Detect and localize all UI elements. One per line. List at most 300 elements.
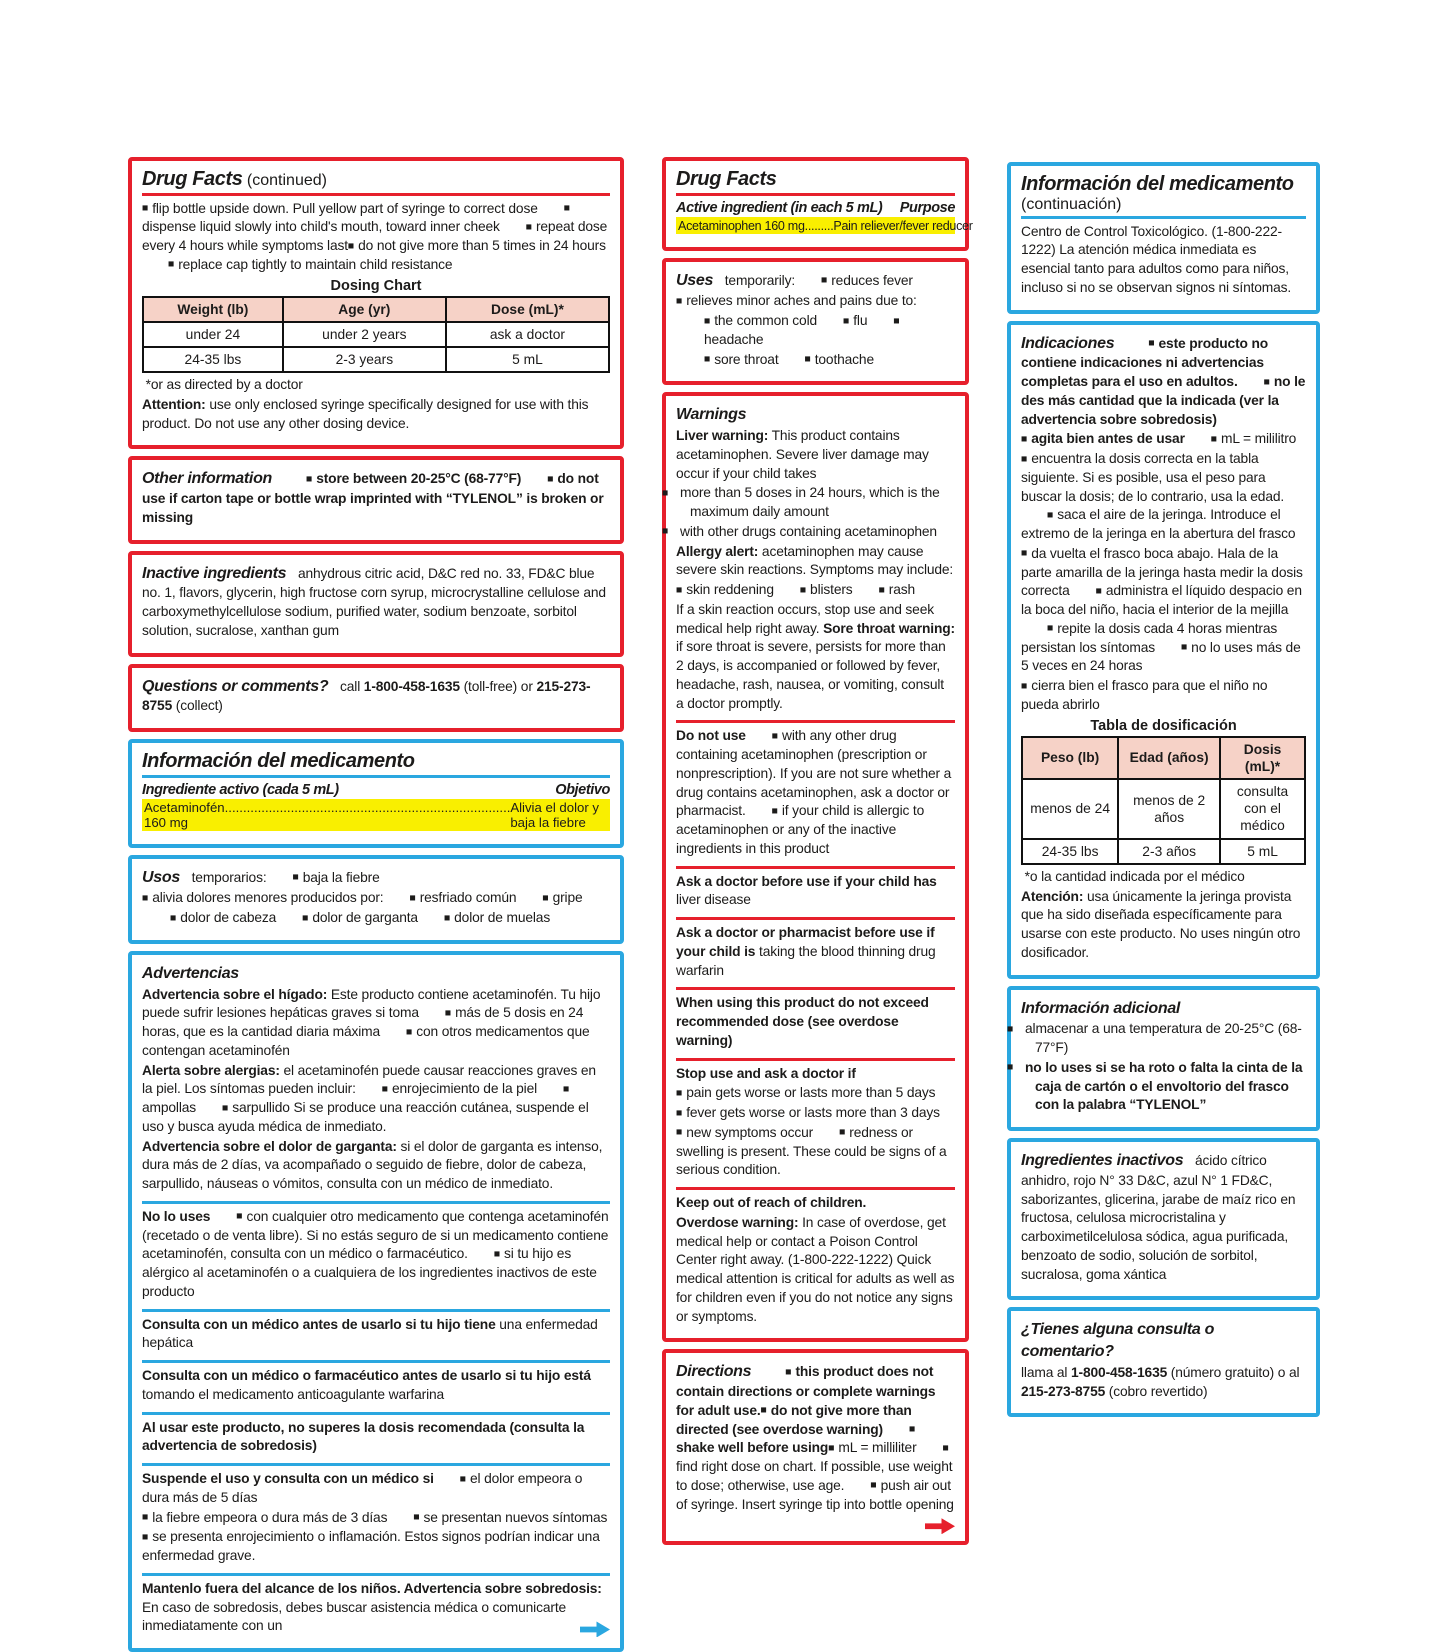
text-segment: llama al — [1021, 1364, 1072, 1380]
text-segment: Atención: — [1021, 888, 1084, 904]
text-line: ■ almacenar a una temperatura de 20-25°C (68-77°F) — [1007, 1021, 1302, 1056]
ingredient-text: Acetaminophen 160 mg.........Pain reliever/fever reducer — [678, 217, 973, 233]
text-line — [676, 312, 955, 350]
label-section — [676, 266, 955, 375]
label-section — [142, 863, 610, 933]
text-segment: Stop use and ask a doctor if — [676, 1065, 856, 1081]
text-segment: agita bien antes de usar — [1031, 431, 1185, 447]
bullet-square-icon: ■ — [236, 1210, 243, 1223]
text-line — [676, 994, 955, 1050]
bullet-square-icon: ■ — [142, 1530, 149, 1543]
text-line — [1021, 868, 1306, 887]
table-cell: menos de 24 — [1022, 779, 1118, 839]
text-segment: encuentra la dosis correcta en la tabla siguiente. Si es posible, usa el peso para buscar la dosis; de lo contrario, usa la edad. — [1021, 451, 1285, 504]
text-segment: acetaminophen may cause severe skin reactions. Symptoms may include: — [676, 543, 954, 578]
bullet-square-icon: ■ — [563, 202, 570, 214]
section-lead-in: Información adicional — [1021, 999, 1181, 1017]
title-underline — [1021, 216, 1306, 219]
text-line: ■ with other drugs containing acetaminophen — [662, 523, 937, 539]
text-segment: pain gets worse or lasts more than 5 days — [686, 1085, 936, 1101]
table-cell: under 24 — [143, 322, 283, 347]
bullet-square-icon: ■ — [893, 314, 900, 327]
table-head — [143, 297, 609, 322]
bullet-square-icon: ■ — [409, 891, 416, 904]
text-line — [676, 543, 955, 581]
ingredient-name: Acetaminofén 160 mg — [144, 799, 225, 830]
text-segment: This product contains acetaminophen. Severe liver damage may occur if your child takes — [676, 428, 929, 481]
text-line — [142, 1138, 610, 1194]
bullet-square-icon: ■ — [870, 1479, 877, 1492]
text-segment: sarpullido — [232, 1100, 290, 1116]
text-segment: flu — [853, 313, 868, 328]
text-line — [142, 1419, 610, 1457]
section-lead-in: Warnings — [676, 406, 747, 424]
chart-title: Dosing Chart — [330, 277, 422, 294]
text-segment: store between 20-25°C (68-77°F) — [316, 471, 522, 487]
label-section — [676, 1357, 955, 1519]
text-segment: dolor de garganta — [312, 910, 418, 926]
text-segment: En caso de sobredosis, debes buscar asistencia médica o comunicarte inmediatamente con un — [142, 1599, 567, 1634]
text-segment: liver disease — [676, 892, 751, 908]
text-segment: repite la dosis cada 4 horas mientras persistan los síntomas — [1021, 620, 1278, 655]
highlighted-ingredient-line — [142, 799, 610, 831]
chart-title: Tabla de dosificación — [1090, 717, 1237, 734]
text-segment: (cobro revertido) — [1105, 1383, 1208, 1399]
text-line — [142, 1509, 610, 1528]
text-line — [676, 427, 955, 483]
bullet-square-icon: ■ — [676, 583, 683, 596]
directions-box — [662, 1349, 969, 1545]
text-line — [676, 270, 955, 292]
label-section — [1007, 994, 1306, 1121]
text-segment: este producto no contiene indicaciones ni advertencias completas para el uso en adultos. — [1021, 335, 1269, 389]
text-segment: no lo uses más de 5 veces en 24 horas — [1021, 639, 1301, 674]
text-line — [676, 581, 955, 600]
text-segment: shake well before using — [676, 1440, 829, 1456]
label-section — [142, 464, 610, 532]
bullet-square-icon: ■ — [547, 472, 554, 485]
text-segment: push air out of syringe. Insert syringe tip into bottle opening — [676, 1477, 954, 1512]
text-segment: find right dose on chart. If possible, use weight to dose; otherwise, use age. — [676, 1459, 953, 1493]
text-segment: se presenta enrojecimiento o inflamación. Estos signos podrían indicar una enfermedad grave. — [142, 1529, 600, 1564]
text-segment: Do not use — [676, 728, 746, 744]
text-line — [142, 986, 610, 1061]
table-head — [1022, 737, 1305, 779]
text-segment: Overdose warning: — [676, 1214, 799, 1230]
bullet-square-icon: ■ — [804, 353, 811, 365]
text-segment: no lo uses si se ha roto o falta la cinta de la caja de cartón o el envoltorio del frasco con la palabra “TYLENOL” — [1025, 1059, 1303, 1113]
column-right — [1007, 162, 1320, 1417]
bullet-square-icon: ■ — [542, 891, 549, 904]
text-line — [676, 1124, 955, 1180]
bullet-square-icon: ■ — [760, 1404, 767, 1417]
text-segment: Centro de Control Toxicológico. (1-800-222-1222) La atención médica inmediata es esencial tanto para adultos como para niños, incluso si no se observan signos ni síntomas. — [1021, 223, 1292, 295]
section-lead-in: Ingredientes inactivos — [1021, 1152, 1184, 1170]
questions-comments-box — [128, 664, 624, 733]
other-information-box — [128, 456, 624, 543]
text-segment: new symptoms occur — [686, 1124, 814, 1140]
text-segment: this product does not contain directions or complete warnings for adult use. — [676, 1364, 936, 1418]
text-line — [142, 889, 610, 908]
bullet-square-icon: ■ — [1180, 641, 1188, 653]
box-title — [1021, 173, 1306, 219]
bullet-square-icon: ■ — [525, 220, 532, 233]
label-section — [1021, 170, 1306, 303]
table-header-cell: Peso (lb) — [1022, 737, 1118, 779]
text-segment: headache — [704, 331, 764, 347]
box-title-line — [142, 750, 610, 773]
text-line — [676, 873, 955, 911]
table-header-cell: Dose (mL)* — [446, 297, 609, 322]
column-middle — [662, 157, 973, 1545]
text-segment: Consulta con un médico o farmacéutico antes de usarlo si tu hijo está — [142, 1368, 591, 1384]
bullet-square-icon: ■ — [1021, 679, 1028, 692]
text-line — [142, 1470, 610, 1508]
text-segment: 215-273-8755 — [142, 678, 591, 714]
text-segment: Si se produce una reacción cutánea, suspende el uso y busca ayuda médica de inmediato. — [142, 1100, 589, 1134]
text-segment: 215-273-8755 — [1021, 1383, 1106, 1399]
text-segment: Este producto contiene acetaminofén. Tu hijo puede sufrir lesiones hepáticas graves si toma — [142, 986, 601, 1021]
text-line — [142, 867, 610, 889]
box-title-suffix: (continued) — [242, 172, 327, 189]
box-title-text: Drug Facts — [676, 168, 777, 190]
box-title — [142, 168, 610, 196]
bullet-square-icon: ■ — [771, 804, 778, 817]
section-lead-in: Uses — [676, 271, 714, 289]
bullet-square-icon: ■ — [142, 891, 149, 904]
text-segment: with other drugs containing acetaminophen — [680, 523, 937, 539]
text-segment: Liver warning: — [676, 428, 769, 443]
text-segment: temporarios: — [187, 869, 267, 885]
text-segment: Advertencia sobre el dolor de garganta: — [142, 1138, 397, 1154]
text-segment: if sore throat is severe, persists for more than 2 days, is accompanied or followed by fever, headache, rash, nausea, or vomiting, consult a doctor promptly. — [676, 639, 946, 711]
label-section — [142, 1309, 610, 1359]
text-segment: se presentan nuevos síntomas — [423, 1509, 608, 1525]
bullet-square-icon: ■ — [1095, 584, 1102, 597]
text-line — [676, 1214, 955, 1327]
text-segment: the common cold — [714, 313, 818, 328]
text-line — [1021, 450, 1306, 544]
bullet-square-icon: ■ — [942, 1441, 949, 1454]
bullet-square-icon: ■ — [1021, 452, 1028, 465]
text-segment: con otros medicamentos que contengan acetaminofén — [142, 1024, 590, 1058]
text-segment: When using this product do not exceed recommended dose (see overdose warning) — [676, 995, 929, 1048]
text-segment: Alerta sobre alergias: — [142, 1062, 280, 1078]
text-segment: blisters — [810, 582, 853, 597]
label-section — [142, 672, 610, 722]
text-line — [1021, 1319, 1306, 1363]
table-header-row — [1022, 737, 1305, 779]
advertencias-box — [128, 951, 624, 1652]
title-underline — [676, 193, 955, 196]
text-line — [676, 1104, 955, 1123]
section-lead-in: Indicaciones — [1021, 334, 1115, 352]
box-title-text: Información del medicamento — [142, 750, 415, 773]
text-segment: flip bottle upside down. Pull yellow part of syringe to correct dose — [152, 200, 538, 216]
table-cell: ask a doctor — [446, 322, 609, 347]
text-line — [142, 1316, 610, 1354]
bullet-square-icon: ■ — [785, 1365, 792, 1378]
text-line — [676, 727, 955, 858]
table-row — [1022, 839, 1305, 864]
text-line — [676, 601, 955, 714]
bullet-square-icon: ■ — [821, 274, 828, 286]
text-segment: Consulta con un médico antes de usarlo si tu hijo tiene — [142, 1316, 496, 1332]
label-section — [142, 1412, 610, 1462]
bullet-square-icon: ■ — [142, 202, 149, 214]
table-cell: 2-3 años — [1118, 839, 1220, 864]
text-segment: tomando el medicamento anticoagulante warfarina — [142, 1386, 445, 1402]
text-segment: el dolor empeora o dura más de 5 días — [142, 1471, 583, 1505]
text-segment: Mantenlo fuera del alcance de los niños. Advertencia sobre sobredosis: — [142, 1580, 602, 1596]
text-line — [676, 351, 955, 370]
text-segment: ampollas — [142, 1100, 197, 1116]
text-segment: (collect) — [172, 698, 223, 714]
table-cell: 5 mL — [1220, 839, 1305, 864]
section-lead-in: Inactive ingredients — [142, 564, 287, 582]
informacion-continuacion-box — [1007, 162, 1320, 314]
text-line — [1021, 333, 1306, 430]
drug-facts-continued-box — [128, 157, 624, 449]
label-section — [662, 400, 955, 718]
text-segment: replace cap tightly to maintain child resistance — [178, 256, 453, 272]
bullet-square-icon: ■ — [170, 911, 177, 924]
label-section — [676, 866, 955, 916]
warnings-box — [662, 392, 969, 1342]
text-line — [676, 292, 955, 311]
table-row — [143, 322, 609, 347]
label-section — [142, 165, 610, 438]
text-segment: Ask a doctor or pharmacist before use if your child is — [676, 925, 935, 959]
box-title — [676, 168, 955, 196]
bullet-square-icon: ■ — [406, 1025, 413, 1038]
section-lead-in: Directions — [676, 1363, 752, 1381]
text-line — [1021, 1150, 1306, 1284]
text-segment: no le des más cantidad que la indicada (ver la advertencia sobre sobredosis) — [1021, 374, 1306, 427]
label-section — [142, 747, 610, 837]
text-line — [676, 1361, 955, 1514]
text-segment: do not use if carton tape or bottle wrap imprinted with “TYLENOL” is broken or missing — [142, 471, 604, 525]
table-cell: 24-35 lbs — [143, 347, 283, 372]
label-section — [676, 1058, 955, 1186]
bullet-square-icon: ■ — [839, 1126, 846, 1139]
text-segment: más de 5 dosis en 24 horas, que es la cantidad diaria máxima — [142, 1005, 584, 1040]
bullet-square-icon: ■ — [222, 1101, 229, 1114]
text-segment: Suspende el uso y consulta con un médico si — [142, 1471, 434, 1487]
text-segment: with any other drug containing acetaminophen (prescription or nonprescription). If you are not sure whether a drug contains acetaminophen, ask a doctor or pharmacist. — [676, 728, 952, 819]
bullet-square-icon: ■ — [1021, 547, 1028, 560]
text-line — [1021, 430, 1306, 449]
text-segment: enrojecimiento de la piel — [392, 1081, 538, 1097]
text-segment: 1-800-458-1635 — [363, 678, 460, 694]
table-header-cell: Edad (años) — [1118, 737, 1220, 779]
text-line — [142, 200, 610, 275]
text-segment: Al usar este producto, no superes la dosis recomendada (consulta la advertencia de sobredosis) — [142, 1419, 585, 1454]
text-segment: do not give more than directed (see overdose warning) — [676, 1402, 912, 1437]
table-cell: under 2 years — [283, 322, 446, 347]
label-section — [142, 559, 610, 646]
text-segment: Keep out of reach of children. — [676, 1195, 867, 1210]
informacion-medicamento-box — [128, 739, 624, 848]
text-segment: No lo uses — [142, 1208, 211, 1224]
table-body — [143, 322, 609, 372]
bullet-square-icon: ■ — [908, 1423, 916, 1435]
ingredient-purpose-header — [676, 200, 955, 216]
purpose-heading: Purpose — [899, 199, 955, 216]
text-segment: In case of overdose, get medical help or contact a Poison Control Center right away. (1-800-222-1222) Quick medical attention is critical for adults as well as for children even if you do not notice any signs or symptoms. — [676, 1214, 955, 1324]
column-left — [128, 157, 624, 1652]
text-line — [142, 396, 610, 434]
label-section — [142, 959, 610, 1199]
text-segment: redness or swelling is present. These could be signs of a serious condition. — [676, 1124, 947, 1178]
text-line — [676, 1084, 955, 1103]
text-segment: alivia dolores menores producidos por: — [152, 890, 384, 906]
text-segment: da vuelta el frasco boca abajo. Hala de la parte amarilla de la jeringa hasta medir la dosis correcta — [1021, 545, 1303, 599]
text-segment: dolor de cabeza — [180, 910, 277, 926]
text-segment: mL = mililitro — [1221, 431, 1297, 447]
table-cell: 24-35 lbs — [1022, 839, 1118, 864]
text-segment: dispense liquid slowly into child's mouth, toward inner cheek — [142, 219, 500, 235]
label-section — [676, 165, 973, 240]
bullet-square-icon: ■ — [1021, 432, 1028, 445]
text-segment: if your child is allergic to acetaminophen or any of the inactive ingredients in this product — [676, 803, 925, 856]
text-line — [142, 1367, 610, 1405]
text-line — [1021, 888, 1306, 963]
text-segment: mL = milliliter — [838, 1440, 917, 1456]
continue-arrow-icon — [580, 1621, 610, 1637]
text-line — [142, 1580, 610, 1636]
label-section — [1021, 329, 1306, 968]
text-segment: *o la cantidad indicada por el médico — [1021, 868, 1245, 884]
text-segment: gripe — [552, 890, 583, 906]
inactive-ingredients-box — [128, 551, 624, 657]
text-segment: use only enclosed syringe specifically designed for use with this product. Do not use any other dosing device. — [142, 396, 589, 431]
text-segment: baja la fiebre — [302, 869, 380, 885]
box-title-line — [1021, 173, 1306, 214]
bullet-square-icon: ■ — [878, 583, 885, 596]
tabla-dosificacion-table — [1021, 736, 1306, 865]
section-lead-in: Other information — [142, 470, 273, 488]
text-line: ■ more than 5 doses in 24 hours, which is the maximum daily amount — [662, 485, 940, 519]
text-segment: Ask a doctor before use if your child has — [676, 873, 937, 889]
text-segment: Allergy alert: — [676, 543, 759, 559]
uses-box — [662, 258, 969, 386]
text-segment: una enfermedad hepática — [142, 1316, 598, 1351]
text-segment: call — [336, 678, 364, 694]
table-cell: 5 mL — [446, 347, 609, 372]
text-segment: do not give more than 5 times in 24 hours — [358, 238, 606, 253]
text-segment: si el dolor de garganta es intenso, dura más de 2 días, va acompañado o seguido de fiebre, dolor de cabeza, sarpullido, náuseas o vómitos, consulta con un médico de inmediato. — [142, 1138, 603, 1192]
bullet-square-icon: ■ — [413, 1511, 420, 1524]
bullet-square-icon: ■ — [459, 1472, 466, 1485]
text-line — [676, 1194, 955, 1213]
indicaciones-box — [1007, 321, 1320, 979]
text-line — [1021, 223, 1306, 298]
title-underline — [142, 775, 610, 778]
text-segment: toothache — [814, 351, 874, 367]
label-section — [676, 720, 955, 863]
informacion-adicional-box — [1007, 986, 1320, 1132]
bullet-square-icon: ■ — [1047, 622, 1054, 635]
text-segment: temporarily: — [721, 272, 796, 288]
section-lead-in: Advertencias — [142, 964, 239, 982]
ingredient-purpose-header — [142, 782, 610, 798]
text-segment: ácido cítrico anhidro, rojo N° 33 D&C, azul N° 1 FD&C, saborizantes, glicerina, jarabe de maíz rico en fructosa, celulosa microcristalina y carboximetilcelulosa sódica, agua purificada, benzoato de sodio, solución de sorbitol, sucralosa, goma xántica — [1021, 1153, 1296, 1282]
text-segment: (número gratuito) o al — [1167, 1364, 1300, 1380]
label-section — [142, 1463, 610, 1571]
label-section — [142, 1360, 610, 1410]
text-line — [142, 909, 610, 928]
text-segment: cierra bien el frasco para que el niño no pueda abrirlo — [1021, 678, 1268, 712]
label-section — [676, 917, 955, 985]
bullet-square-icon: ■ — [444, 1006, 452, 1019]
bullet-square-icon: ■ — [493, 1247, 501, 1260]
active-ingredient-heading: Active ingredient (in each 5 mL) — [676, 199, 883, 216]
bullet-square-icon: ■ — [302, 911, 309, 924]
table-body — [1022, 779, 1305, 864]
text-segment: skin reddening — [686, 582, 774, 597]
text-line — [142, 1528, 610, 1566]
text-segment: administra el líquido despacio en la boca del niño, hacia el interior de la mejilla — [1021, 583, 1302, 617]
text-line — [1021, 1364, 1306, 1402]
consulta-comentario-box — [1007, 1307, 1320, 1417]
text-segment: saca el aire de la jeringa. Introduce el extremo de la jeringa en la abertura del frasco — [1021, 507, 1296, 541]
text-segment: Attention: — [142, 396, 206, 412]
drug-facts-box — [662, 157, 973, 251]
text-line — [142, 676, 610, 717]
label-section — [142, 1573, 610, 1641]
bullet-square-icon: ■ — [799, 583, 807, 596]
text-segment: (toll-free) or — [459, 678, 537, 694]
table-header-cell: Age (yr) — [283, 297, 446, 322]
box-title-line — [676, 168, 955, 191]
text-segment: dolor de muelas — [454, 910, 551, 926]
text-segment: If a skin reaction occurs, stop use and seek medical help right away. — [676, 601, 934, 636]
table-cell: menos de 2 años — [1118, 779, 1220, 839]
text-segment: relieves minor aches and pains due to: — [686, 293, 917, 309]
bullet-square-icon: ■ — [168, 258, 175, 271]
text-line — [1021, 998, 1306, 1020]
text-segment: Sore throat warning: — [823, 620, 955, 636]
bullet-square-icon: ■ — [676, 1086, 683, 1099]
section-lead-in: Questions or comments? — [142, 677, 329, 695]
text-segment: si tu hijo es alérgico al acetaminofén o a cualquiera de los ingredientes inactivos de este producto — [142, 1246, 597, 1299]
table-row — [1022, 779, 1305, 839]
bullet-square-icon: ■ — [347, 239, 355, 252]
bullet-square-icon: ■ — [443, 911, 451, 924]
text-segment: taking the blood thinning drug warfarin — [676, 943, 936, 978]
table-header-row — [143, 297, 609, 322]
bullet-square-icon: ■ — [306, 472, 313, 485]
bullet-square-icon: ■ — [563, 1082, 570, 1095]
table-header-cell: Weight (lb) — [143, 297, 283, 322]
text-segment: sore throat — [714, 351, 779, 367]
section-lead-in: Usos — [142, 868, 180, 886]
bullet-square-icon: ■ — [704, 314, 711, 327]
text-line — [142, 963, 610, 985]
usos-box — [128, 855, 624, 944]
text-segment: usa únicamente la jeringa provista que ha sido diseñada específicamente para usarse con este producto. No uses ningún otro dosificador. — [1021, 888, 1301, 960]
text-line: ■ no lo uses si se ha roto o falta la cinta de la caja de cartón o el envoltorio del frasco con la palabra “TYLENOL” — [1007, 1059, 1303, 1113]
text-line — [142, 376, 610, 395]
text-segment: fever gets worse or lasts more than 3 days — [686, 1105, 940, 1120]
text-line — [1021, 677, 1306, 715]
box-title-text: Drug Facts — [142, 168, 243, 190]
table-cell: consulta con el médico — [1220, 779, 1305, 839]
table-cell: 2-3 years — [283, 347, 446, 372]
active-ingredient-heading: Ingrediente activo (cada 5 mL) — [142, 781, 339, 798]
text-segment: rash — [888, 582, 916, 597]
